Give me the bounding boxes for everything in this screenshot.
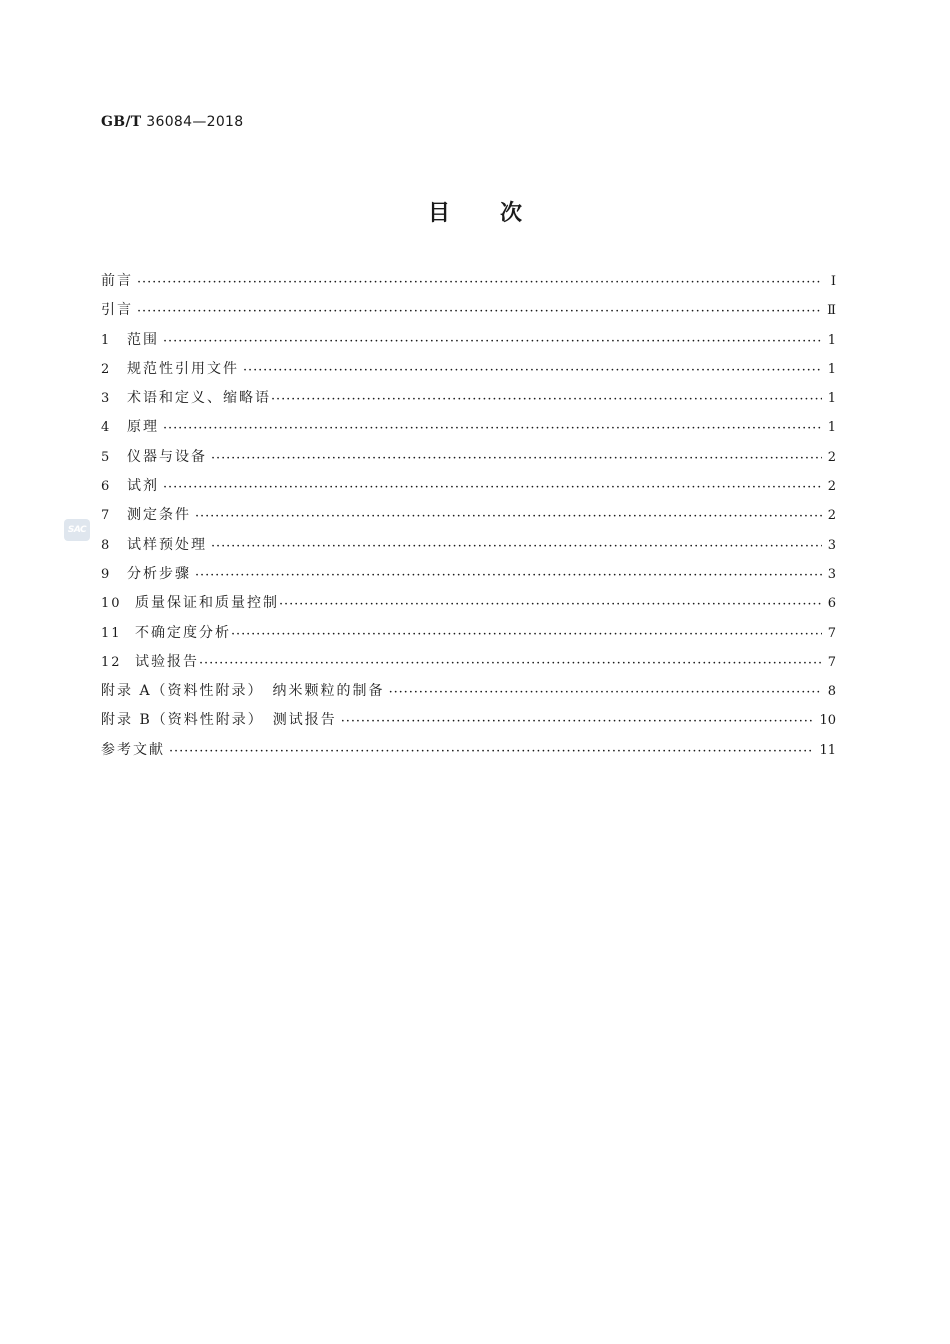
toc-entry-appendix-a[interactable]	[101, 680, 836, 709]
toc-entry-number: 3	[101, 391, 112, 407]
toc-entry-number: 11	[101, 625, 122, 641]
toc-leader-dots	[199, 655, 822, 669]
toc-entry-references[interactable]	[101, 739, 836, 768]
toc-entry-page: 2	[827, 508, 836, 524]
toc-entry-page: 3	[827, 566, 836, 582]
toc-entry-number: 5	[101, 449, 112, 465]
toc-entry-8[interactable]	[101, 534, 836, 563]
table-of-contents	[101, 270, 836, 768]
toc-entry-number: 12	[101, 654, 122, 670]
standard-number	[101, 114, 243, 130]
toc-entry-number: 1	[101, 332, 112, 348]
toc-leader-dots	[163, 333, 822, 347]
toc-entry-page: 7	[827, 654, 836, 670]
toc-entry-page: 1	[827, 391, 836, 407]
toc-leader-dots	[389, 684, 822, 698]
standard-prefix: GB/T	[101, 114, 142, 130]
toc-entry-label: 附录 B（资料性附录） 测试报告	[101, 712, 337, 729]
toc-entry-page: 2	[827, 479, 836, 495]
toc-entry-page: 3	[827, 537, 836, 553]
toc-entry-9[interactable]	[101, 563, 836, 592]
toc-entry-introduction[interactable]	[101, 299, 836, 328]
standard-code: 36084—2018	[146, 114, 244, 130]
toc-leader-dots	[195, 508, 822, 522]
toc-entry-number: 2	[101, 361, 112, 377]
toc-entry-number: 6	[101, 479, 112, 495]
toc-leader-dots	[211, 450, 822, 464]
toc-entry-page: Ⅰ	[830, 274, 836, 289]
toc-entry-label: 规范性引用文件	[127, 360, 239, 377]
toc-entry-number: 8	[101, 537, 112, 553]
page-title: 目次	[427, 201, 572, 226]
toc-entry-page: Ⅱ	[827, 303, 836, 319]
toc-leader-dots	[271, 391, 822, 405]
toc-entry-11[interactable]	[101, 622, 836, 651]
toc-entry-page: 1	[827, 332, 836, 348]
toc-entry-number: 9	[101, 566, 112, 582]
toc-entry-number: 4	[101, 420, 112, 436]
toc-entry-label: 原理	[127, 419, 159, 436]
toc-entry-number: 10	[101, 596, 122, 612]
toc-entry-label: 试剂	[127, 478, 159, 495]
toc-leader-dots	[137, 303, 821, 317]
toc-entry-3[interactable]	[101, 387, 836, 416]
toc-entry-page: 1	[827, 361, 836, 377]
toc-leader-dots	[243, 362, 822, 376]
sac-watermark-logo: SAC	[64, 519, 90, 541]
toc-entry-label: 测定条件	[127, 507, 191, 524]
toc-entry-number: 7	[101, 508, 112, 524]
toc-entry-2[interactable]	[101, 358, 836, 387]
toc-leader-dots	[163, 420, 822, 434]
toc-entry-label: 参考文献	[101, 741, 165, 758]
toc-entry-label: 不确定度分析	[135, 624, 231, 641]
toc-entry-page: 10	[819, 713, 836, 729]
toc-entry-page: 2	[827, 449, 836, 465]
toc-entry-label: 试样预处理	[127, 536, 207, 553]
toc-leader-dots	[137, 274, 822, 288]
toc-entry-4[interactable]	[101, 416, 836, 445]
toc-entry-10[interactable]	[101, 592, 836, 621]
toc-entry-page: 1	[827, 420, 836, 436]
toc-entry-label: 仪器与设备	[127, 448, 207, 465]
toc-leader-dots	[169, 743, 813, 757]
toc-entry-label: 附录 A（资料性附录） 纳米颗粒的制备	[101, 683, 385, 700]
toc-entry-12[interactable]	[101, 651, 836, 680]
toc-entry-6[interactable]	[101, 475, 836, 504]
toc-entry-page: 6	[827, 596, 836, 612]
toc-leader-dots	[163, 479, 822, 493]
toc-entry-label: 前言	[101, 273, 133, 289]
toc-entry-7[interactable]	[101, 504, 836, 533]
toc-entry-label: 试验报告	[135, 653, 199, 670]
toc-entry-foreword[interactable]	[101, 270, 836, 299]
toc-entry-label: 质量保证和质量控制	[135, 595, 279, 612]
toc-leader-dots	[279, 596, 822, 610]
toc-entry-label: 分析步骤	[127, 565, 191, 582]
toc-entry-1[interactable]	[101, 329, 836, 358]
toc-leader-dots	[341, 713, 814, 727]
toc-entry-label: 范围	[127, 331, 159, 348]
toc-entry-page: 8	[827, 684, 836, 700]
toc-entry-page: 11	[819, 742, 836, 758]
toc-entry-5[interactable]	[101, 446, 836, 475]
toc-entry-page: 7	[827, 625, 836, 641]
toc-entry-label: 术语和定义、缩略语	[127, 390, 271, 407]
toc-leader-dots	[195, 567, 822, 581]
toc-entry-label: 引言	[101, 302, 133, 319]
toc-leader-dots	[231, 626, 822, 640]
toc-entry-appendix-b[interactable]	[101, 709, 836, 738]
toc-leader-dots	[211, 538, 822, 552]
